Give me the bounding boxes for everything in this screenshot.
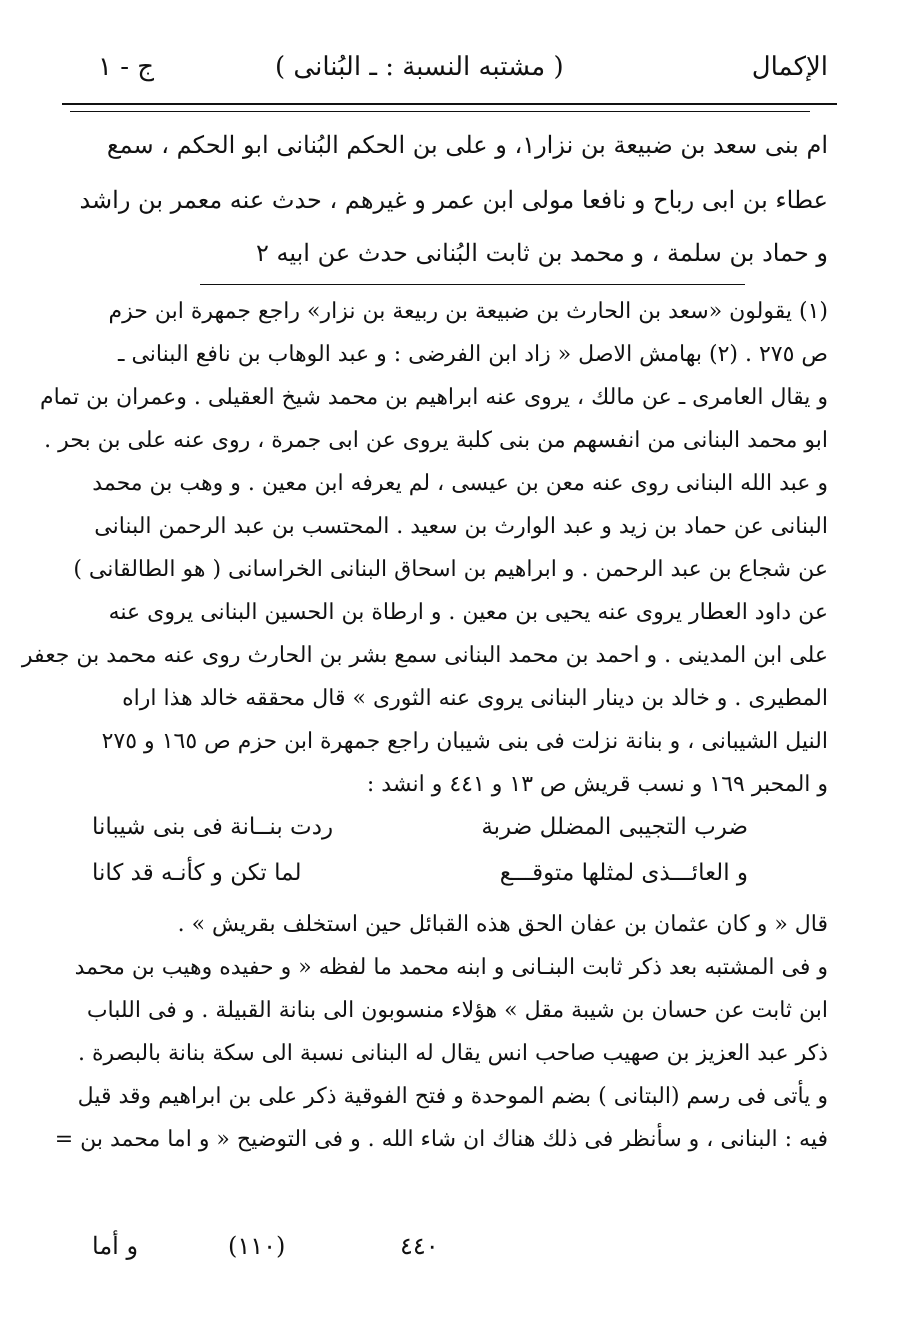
header-rule — [62, 103, 837, 105]
footnote-line: على ابن المدينى . و احمد بن محمد البنانى سمع بشر بن الحارث روى عنه محمد بن جعفر — [21, 643, 828, 668]
main-text-line: و حماد بن سلمة ، و محمد بن ثابت البُنانى حدث عن ابيه ٢ — [256, 239, 828, 267]
main-text-line: عطاء بن ابى رباح و نافعا مولى ابن عمر و غيرهم ، حدث عنه معمر بن راشد — [79, 186, 828, 214]
text-line: ابن ثابت عن حسان بن شيبة مقل » هؤلاء منسوبون الى بنانة القبيلة . و فى اللباب — [86, 998, 828, 1023]
catchword: و أما — [92, 1232, 139, 1260]
footnote-line: النيل الشيبانى ، و بنانة نزلت فى بنى شيبان راجع جمهرة ابن حزم ص ١٦٥ و ٢٧٥ — [101, 729, 828, 754]
footnote-line: و المحبر ١٦٩ و نسب قريش ص ١٣ و ٤٤١ و انشد : — [366, 772, 828, 797]
footnote-line: و عبد الله البنانى روى عنه معن بن عيسى ، لم يعرفه ابن معين . و وهب بن محمد — [92, 471, 828, 496]
text-line: و فى المشتبه بعد ذكر ثابت البنـانى و ابنه محمد ما لفظه « و حفيده وهيب بن محمد — [74, 955, 828, 980]
footnote-line: البنانى عن حماد بن زيد و عبد الوارث بن سعيد . المحتسب بن عبد الرحمن البنانى — [94, 514, 828, 539]
footnote-line: عن داود العطار يروى عنه يحيى بن معين . و ارطاة بن الحسين البنانى يروى عنه — [108, 600, 828, 625]
text-line: ذكر عبد العزيز بن صهيب صاحب انس يقال له البنانى نسبة الى سكة بنانة بالبصرة . — [78, 1041, 828, 1066]
footnote-line: المطيرى . و خالد بن دينار البنانى يروى عنه الثورى » قال محققه خالد هذا اراه — [122, 686, 828, 711]
footnote-line: ابو محمد البنانى من انفسهم من بنى كلبة يروى عن ابى جمرة ، روى عنه على بن بحر . — [44, 428, 828, 453]
footnote-line: ص ٢٧٥ . (٢) بهامش الاصل « زاد ابن الفرضى : و عبد الوهاب بن نافع البنانى ـ — [118, 342, 828, 367]
footnote-line: عن شجاع بن عبد الرحمن . و ابراهيم بن اسحاق البنانى الخراسانى ( هو الطالقانى ) — [73, 557, 828, 582]
verse-hemistich: و العائـــذى لمثلها متوقـــع — [499, 860, 748, 886]
verse-hemistich: ردت بنــانة فى بنى شيبانا — [92, 814, 334, 840]
footnote-line: (١) يقولون «سعد بن الحارث بن ضبيعة بن ربيعة بن نزار» راجع جمهرة ابن حزم — [108, 299, 828, 324]
page-number: ٤٤٠ — [400, 1232, 439, 1260]
book-title: الإكمال — [751, 52, 828, 82]
text-line: قال « و كان عثمان بن عفان الحق هذه القبائل حين استخلف بقريش » . — [177, 912, 828, 937]
main-text-line: ام بنى سعد بن ضبيعة بن نزار١، و على بن الحكم البُنانى ابو الحكم ، سمع — [106, 131, 828, 159]
text-line: فيه : البنانى ، و سأنظر فى ذلك هناك ان شاء الله . و فى التوضيح « و اما محمد بن = — [54, 1127, 828, 1152]
verse-hemistich: ضرب التجيبى المضلل ضربة — [481, 814, 748, 840]
text-line: و يأتى فى رسم (البتانى ) بضم الموحدة و فتح الفوقية ذكر على بن ابراهيم وقد قيل — [77, 1084, 828, 1109]
footnote-line: و يقال العامرى ـ عن مالك ، يروى عنه ابراهيم بن محمد شيخ العقيلى . وعمران بن تمام — [39, 385, 828, 410]
volume-number: ج - ١ — [98, 52, 155, 82]
section-title: ( مشتبه النسبة : ـ البُنانى ) — [275, 52, 564, 82]
footnote-separator — [200, 284, 745, 285]
header-rule-thin — [70, 111, 810, 112]
sheet-number: (١١٠) — [228, 1232, 286, 1260]
verse-hemistich: لما تكن و كأنـه قد كانا — [92, 860, 302, 886]
